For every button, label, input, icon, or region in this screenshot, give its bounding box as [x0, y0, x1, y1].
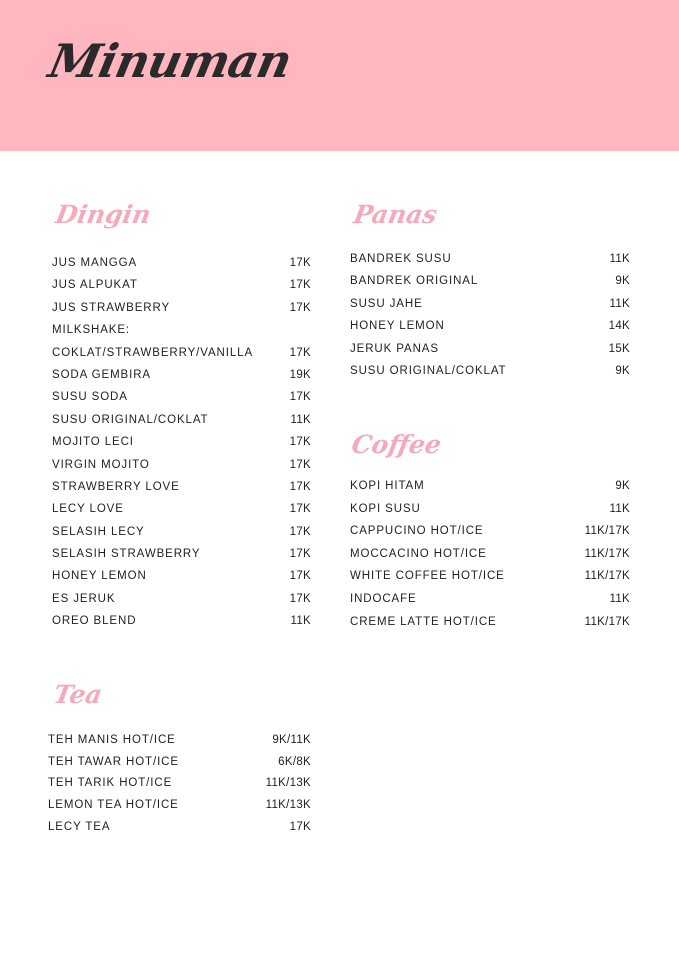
menu-item: [350, 525, 630, 548]
menu-item-price: 17K: [289, 346, 311, 359]
menu-item-name: SUSU ORIGINAL/COKLAT: [350, 364, 507, 377]
menu-item: [350, 343, 630, 365]
menu-item: [350, 593, 630, 616]
section-title-dingin: Dingin: [53, 200, 154, 229]
menu-item-name: OREO BLEND: [52, 615, 137, 628]
menu-item: [350, 480, 630, 503]
menu-item-price: 17K: [289, 257, 311, 269]
menu-item-name: STRAWBERRY LOVE: [52, 480, 180, 493]
menu-item-price: 6K/8K: [278, 755, 311, 768]
menu-item-name: TEH MANIS HOT/ICE: [48, 734, 176, 746]
menu-item: [52, 548, 311, 570]
menu-item-name: HONEY LEMON: [350, 320, 445, 333]
page-title: Minuman: [44, 34, 296, 88]
menu-item: [52, 302, 311, 324]
menu-item: [48, 821, 311, 843]
menu-item: [350, 570, 630, 593]
menu-item-name: BANDREK ORIGINAL: [350, 275, 479, 288]
menu-item-price: 17K: [289, 503, 311, 516]
menu-item-price: 17K: [289, 570, 311, 583]
menu-item-name: JUS ALPUKAT: [52, 279, 138, 292]
menu-item: [52, 324, 311, 346]
menu-item-name: JERUK PANAS: [350, 342, 439, 355]
menu-item-price: 17K: [289, 820, 311, 833]
menu-item: [350, 365, 630, 387]
menu-item-price: 11K/17K: [584, 570, 630, 583]
menu-item: [52, 414, 311, 436]
menu-item-price: 11K/17K: [584, 547, 630, 560]
menu-item: [52, 503, 311, 525]
menu-item-price: 17K: [289, 279, 311, 292]
menu-item: [52, 526, 311, 548]
menu-item: [350, 320, 630, 342]
menu-item-price: 11K/17K: [584, 525, 630, 538]
menu-list-tea: [48, 734, 311, 842]
menu-item-name: ES JERUK: [52, 592, 116, 605]
menu-item: [350, 503, 630, 526]
menu-item-price: 17K: [289, 301, 311, 314]
menu-item-name: SODA GEMBIRA: [52, 368, 151, 381]
menu-item-name: TEH TAWAR HOT/ICE: [48, 755, 179, 768]
menu-item-name: MOJITO LECI: [52, 436, 134, 449]
menu-item-name: CREME LATTE HOT/ICE: [350, 615, 497, 628]
section-title-coffee: Coffee: [349, 430, 444, 459]
menu-item-name: CAPPUCINO HOT/ICE: [350, 525, 484, 538]
menu-item-name: VIRGIN MOJITO: [52, 458, 150, 471]
menu-item-price: 17K: [289, 548, 311, 561]
menu-item-price: 11K: [609, 592, 630, 605]
menu-item-price: 11K: [290, 413, 311, 426]
menu-item: [52, 570, 311, 592]
menu-item: [350, 253, 630, 275]
menu-item-price: 17K: [289, 480, 311, 493]
menu-list-coffee: [350, 480, 630, 638]
menu-item-price: 9K: [615, 275, 630, 288]
menu-item-price: 17K: [289, 436, 311, 449]
menu-item: [52, 257, 311, 279]
menu-item-name: LECY LOVE: [52, 503, 124, 516]
menu-list-dingin: [52, 257, 311, 638]
menu-item-price: 19K: [289, 368, 311, 381]
menu-item: [48, 756, 311, 778]
menu-item-price: 9K/11K: [272, 734, 311, 746]
menu-item-name: LEMON TEA HOT/ICE: [48, 799, 179, 812]
menu-item-name: INDOCAFE: [350, 592, 417, 605]
menu-item: [52, 279, 311, 301]
menu-item: [52, 436, 311, 458]
menu-item-name: SELASIH LECY: [52, 525, 145, 538]
menu-item: [52, 615, 311, 637]
menu-item-name: KOPI SUSU: [350, 502, 421, 515]
menu-list-panas: [350, 253, 630, 387]
menu-item-name: WHITE COFFEE HOT/ICE: [350, 570, 505, 583]
menu-item-name: HONEY LEMON: [52, 570, 147, 583]
menu-item: [52, 459, 311, 481]
menu-item: [52, 481, 311, 503]
menu-item-name: SELASIH STRAWBERRY: [52, 548, 201, 561]
menu-item-price: 9K: [615, 364, 630, 377]
menu-item: [350, 298, 630, 320]
menu-item: [48, 799, 311, 821]
menu-item-price: 11K/13K: [265, 777, 311, 790]
menu-item-price: 17K: [289, 391, 311, 404]
menu-item: [350, 616, 630, 639]
menu-item-price: 11K/13K: [265, 799, 311, 812]
menu-item-price: 11K/17K: [584, 615, 630, 628]
menu-item-name: MOCCACINO HOT/ICE: [350, 547, 487, 560]
menu-item-price: 14K: [608, 320, 630, 333]
menu-item: [48, 777, 311, 799]
menu-item-name: SUSU JAHE: [350, 297, 423, 310]
menu-item-price: 15K: [608, 342, 630, 355]
menu-item-name: BANDREK SUSU: [350, 253, 452, 265]
menu-item-name: MILKSHAKE:: [52, 324, 131, 337]
menu-item-name: JUS STRAWBERRY: [52, 301, 171, 314]
menu-item: [52, 347, 311, 369]
menu-item-name: SUSU ORIGINAL/COKLAT: [52, 413, 209, 426]
menu-item: [52, 369, 311, 391]
menu-item: [350, 275, 630, 297]
menu-item-name: SUSU SODA: [52, 391, 128, 404]
menu-item: [52, 391, 311, 413]
menu-item: [350, 548, 630, 571]
menu-item-price: 17K: [289, 458, 311, 471]
menu-item-name: JUS MANGGA: [52, 257, 138, 269]
menu-item-name: LECY TEA: [48, 820, 111, 833]
menu-item: [52, 593, 311, 615]
menu-item-name: TEH TARIK HOT/ICE: [48, 777, 173, 790]
menu-item: [48, 734, 311, 756]
menu-item-price: 11K: [609, 297, 630, 310]
menu-item-price: 17K: [289, 592, 311, 605]
header-banner: [0, 0, 679, 151]
menu-item-name: KOPI HITAM: [350, 480, 425, 492]
menu-item-price: 17K: [289, 525, 311, 538]
section-title-tea: Tea: [51, 680, 105, 709]
menu-item-name: COKLAT/STRAWBERRY/VANILLA: [52, 346, 254, 359]
menu-item-price: 9K: [615, 480, 630, 492]
section-title-panas: Panas: [351, 200, 440, 229]
menu-item-price: 11K: [609, 253, 630, 265]
menu-item-price: 11K: [290, 615, 311, 628]
menu-item-price: 11K: [609, 502, 630, 515]
